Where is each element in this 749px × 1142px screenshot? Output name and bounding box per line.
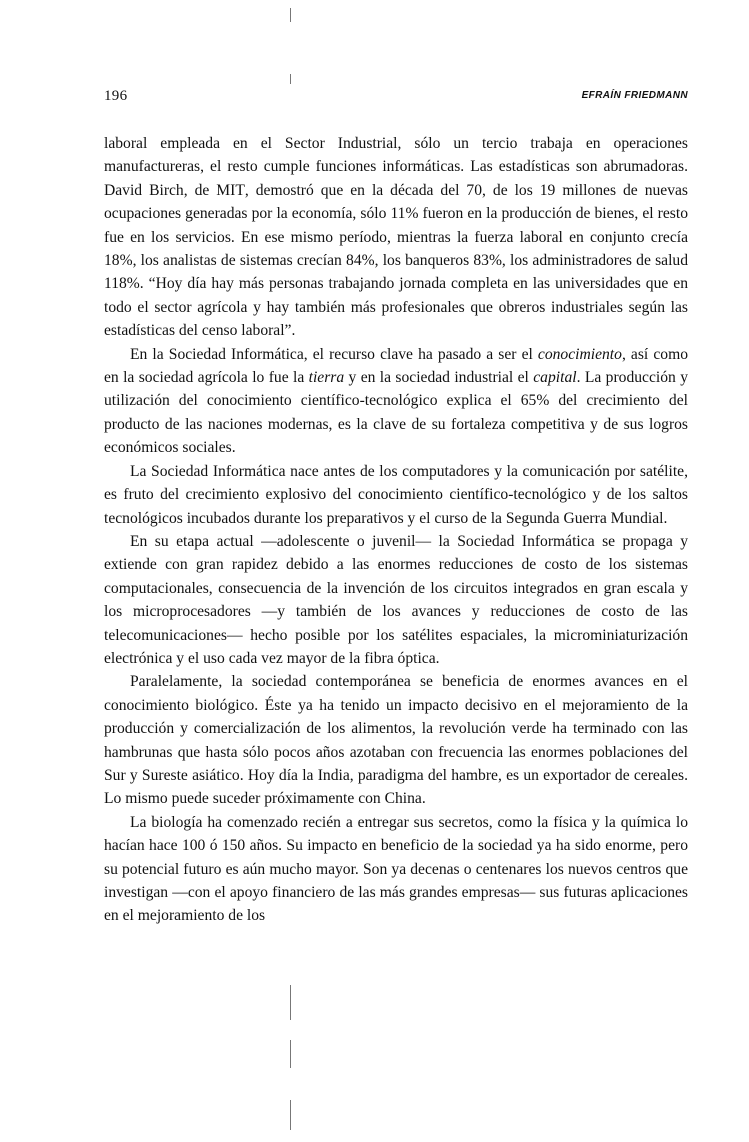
paragraph-6: [104, 811, 688, 928]
paragraph-1-segment: laboral empleada en el Sector Industrial, sólo un tercio trabaja en operaciones manufactureras, el resto cumple funciones informáticas. Las estadísticas son abrumadoras. David Birch, de: [104, 135, 688, 199]
running-head: EFRAÍN FRIEDMANN: [581, 90, 688, 101]
paragraph-2-segment: En la Sociedad Informática, el recurso clave ha pasado a ser el: [130, 345, 538, 363]
paragraph-5-segment: Paralelamente, la sociedad contemporánea se beneficia de enormes avances en el conocimiento biológico. Éste ya ha tenido un impacto decisivo en el mejoramiento de la producción y comercialización de los alimentos, la revolución verde ha terminado con las hambrunas que hasta sólo pocos años azotaban con frecuencia las enormes poblaciones del Sur y Sureste asiático. Hoy día la India, paradigma del hambre, es un exportador de cereales. Lo mismo puede suceder próximamente con China.: [104, 673, 688, 808]
body-text: [104, 132, 688, 928]
paragraph-1-segment: MIT: [216, 181, 245, 199]
scan-mark-bottom-end: [290, 1100, 291, 1130]
paragraph-6-segment: La biología ha comenzado recién a entregar sus secretos, como la física y la química lo hacían hace 100 ó 150 años. Su impacto en beneficio de la sociedad ya ha sido enorme, pero su potencial futuro es aún mucho mayor. Son ya decenas o centenares los nuevos centros que investigan —con el apoyo financiero de las más grandes empresas— sus futuras aplicaciones en el mejoramiento de los: [104, 813, 688, 925]
page-number: 196: [104, 88, 128, 104]
paragraph-3-segment: La Sociedad Informática nace antes de los computadores y la comunicación por satélite, es fruto del crecimiento explosivo del conocimiento científico-tecnológico y de los saltos tecnológicos incubados durante los preparativos y el curso de la Segunda Guerra Mundial.: [104, 462, 688, 527]
paragraph-2-segment: capital: [533, 369, 577, 387]
paragraph-1: [104, 132, 688, 343]
paragraph-4-segment: En su etapa actual —adolescente o juvenil— la Sociedad Informática se propaga y extiende con gran rapidez debido a las enormes reducciones de costo de los sistemas computacionales, consecuencia de la invención de los circuitos integrados en gran escala y los microprocesadores —y también de los avances y reducciones de costo de las telecomunicaciones— hecho posible por los satélites espaciales, la microminiaturización electrónica y el uso cada vez mayor de la fibra óptica.: [104, 532, 688, 667]
scan-mark-top-lower: [290, 74, 291, 84]
scan-mark-bottom-lower: [290, 1040, 291, 1068]
paragraph-3: [104, 460, 688, 530]
paragraph-2-segment: tierra: [308, 369, 345, 387]
paragraph-2-segment: y en la sociedad industrial el: [344, 369, 534, 387]
paragraph-5: [104, 670, 688, 810]
scan-mark-top: [290, 8, 291, 22]
paragraph-2-segment: conocimiento: [537, 345, 622, 363]
paragraph-4: [104, 530, 688, 670]
paragraph-1-segment: , demostró que en la década del 70, de los 19 millones de nuevas ocupaciones generadas por la economía, sólo 11% fueron en la producción de bienes, el resto fue en los servicios. En ese mismo período, mientras la fuerza laboral en conjunto crecía 18%, los analistas de sistemas crecían 84%, los banqueros 83%, los administradores de salud 118%. “Hoy día hay más personas trabajando jornada completa en las universidades que en todo el sector agrícola y hay también más profesionales que obreros industriales según las estadísticas del censo laboral”.: [104, 181, 688, 340]
paragraph-2: [104, 343, 688, 460]
paragraph-2-segment: , así como en la sociedad agrícola lo fue la: [104, 345, 688, 387]
page-header: [104, 88, 688, 108]
scan-mark-bottom: [290, 985, 291, 1020]
paragraph-2-segment: . La producción y utilización del conocimiento científico-tecnológico explica el 65% del crecimiento del producto de las naciones modernas, es la clave de su fortaleza competitiva y de sus logros económicos sociales.: [104, 369, 688, 457]
